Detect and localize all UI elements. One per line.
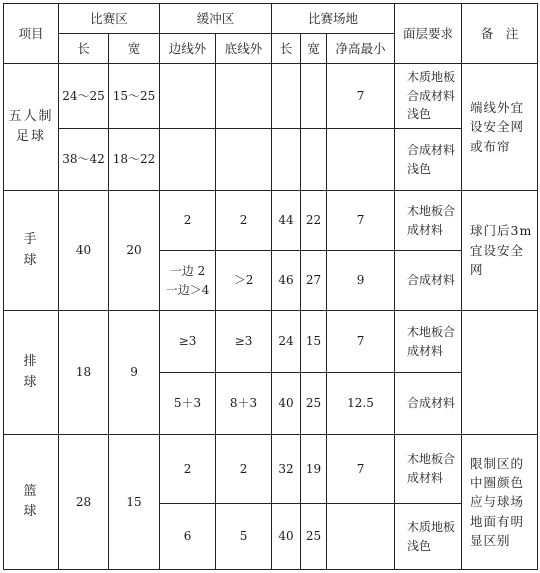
clear-height-cell: 12.5 xyxy=(327,373,395,435)
clear-height-cell: 7 xyxy=(327,191,395,251)
header-length: 长 xyxy=(59,34,109,64)
side-out-cell: 2 xyxy=(160,435,216,504)
surface-cell: 木地板合成材料 xyxy=(395,191,462,251)
side-out-cell: 一边 2 一边＞4 xyxy=(160,251,216,311)
side-out-cell: 5＋3 xyxy=(160,373,216,435)
comp-width-cell: 15 xyxy=(109,435,160,570)
base-out-cell: ≥3 xyxy=(216,311,272,373)
comp-length-cell: 28 xyxy=(59,435,109,570)
venue-length-cell: 24 xyxy=(272,311,301,373)
surface-cell: 木地板合成材料 xyxy=(395,311,462,373)
surface-cell: 木质地板浅色 xyxy=(395,504,462,570)
sport-name: 篮 球 xyxy=(4,435,59,570)
surface-cell: 木质地板合成材料浅色 xyxy=(395,64,462,129)
sport-name: 五人制足球 xyxy=(4,64,59,191)
surface-cell: 合成材料 xyxy=(395,251,462,311)
header-venue: 比赛场地 xyxy=(272,4,395,34)
venue-width-cell: 19 xyxy=(301,435,327,504)
venue-width-cell xyxy=(301,64,327,129)
header-width: 宽 xyxy=(109,34,160,64)
comp-length-cell: 18 xyxy=(59,311,109,435)
base-out-cell: 8＋3 xyxy=(216,373,272,435)
comp-length-cell: 38～42 xyxy=(59,129,109,191)
side-out-cell: ≥3 xyxy=(160,311,216,373)
clear-height-cell: 9 xyxy=(327,251,395,311)
clear-height-cell: 7 xyxy=(327,435,395,504)
header-clear-height: 净高最小 xyxy=(327,34,395,64)
venue-length-cell xyxy=(272,129,301,191)
remark-cell xyxy=(462,311,538,435)
comp-width-cell: 20 xyxy=(109,191,160,311)
side-out-cell: 2 xyxy=(160,191,216,251)
venue-spec-table xyxy=(3,3,538,570)
base-out-cell xyxy=(216,129,272,191)
header-remarks: 备 注 xyxy=(462,4,538,64)
comp-length-cell: 24～25 xyxy=(59,64,109,129)
surface-cell: 合成材料浅色 xyxy=(395,129,462,191)
header-buffer-area: 缓冲区 xyxy=(160,4,272,34)
venue-width-cell: 25 xyxy=(301,504,327,570)
venue-width-cell: 22 xyxy=(301,191,327,251)
venue-width-cell: 15 xyxy=(301,311,327,373)
base-out-cell xyxy=(216,64,272,129)
clear-height-cell: 7 xyxy=(327,311,395,373)
clear-height-cell xyxy=(327,504,395,570)
venue-length-cell xyxy=(272,64,301,129)
surface-cell: 木地板合成材料 xyxy=(395,435,462,504)
side-out-cell: 6 xyxy=(160,504,216,570)
venue-length-cell: 44 xyxy=(272,191,301,251)
comp-width-cell: 15～25 xyxy=(109,64,160,129)
header-base-line-out: 底线外 xyxy=(216,34,272,64)
venue-length-cell: 46 xyxy=(272,251,301,311)
side-out-cell xyxy=(160,129,216,191)
header-surface: 面层要求 xyxy=(395,4,462,64)
side-out-cell xyxy=(160,64,216,129)
venue-length-cell: 32 xyxy=(272,435,301,504)
remark-cell: 球门后3m宜设安全网 xyxy=(462,191,538,311)
clear-height-cell: 7 xyxy=(327,64,395,129)
venue-width-cell: 27 xyxy=(301,251,327,311)
surface-cell: 合成材料 xyxy=(395,373,462,435)
venue-width-cell xyxy=(301,129,327,191)
base-out-cell: ＞2 xyxy=(216,251,272,311)
comp-width-cell: 9 xyxy=(109,311,160,435)
base-out-cell: 5 xyxy=(216,504,272,570)
remark-cell: 端线外宜设安全网或布帘 xyxy=(462,64,538,191)
header-project: 项目 xyxy=(4,4,59,64)
sport-name: 手 球 xyxy=(4,191,59,311)
venue-length-cell: 40 xyxy=(272,373,301,435)
header-venue-length: 长 xyxy=(272,34,301,64)
base-out-cell: 2 xyxy=(216,191,272,251)
comp-width-cell: 18～22 xyxy=(109,129,160,191)
header-venue-width: 宽 xyxy=(301,34,327,64)
base-out-cell: 2 xyxy=(216,435,272,504)
comp-length-cell: 40 xyxy=(59,191,109,311)
remark-cell: 限制区的中圈颜色应与球场地面有明显区别 xyxy=(462,435,538,570)
sport-name: 排 球 xyxy=(4,311,59,435)
clear-height-cell xyxy=(327,129,395,191)
venue-width-cell: 25 xyxy=(301,373,327,435)
header-side-line-out: 边线外 xyxy=(160,34,216,64)
header-competition-area: 比赛区 xyxy=(59,4,160,34)
venue-length-cell: 40 xyxy=(272,504,301,570)
